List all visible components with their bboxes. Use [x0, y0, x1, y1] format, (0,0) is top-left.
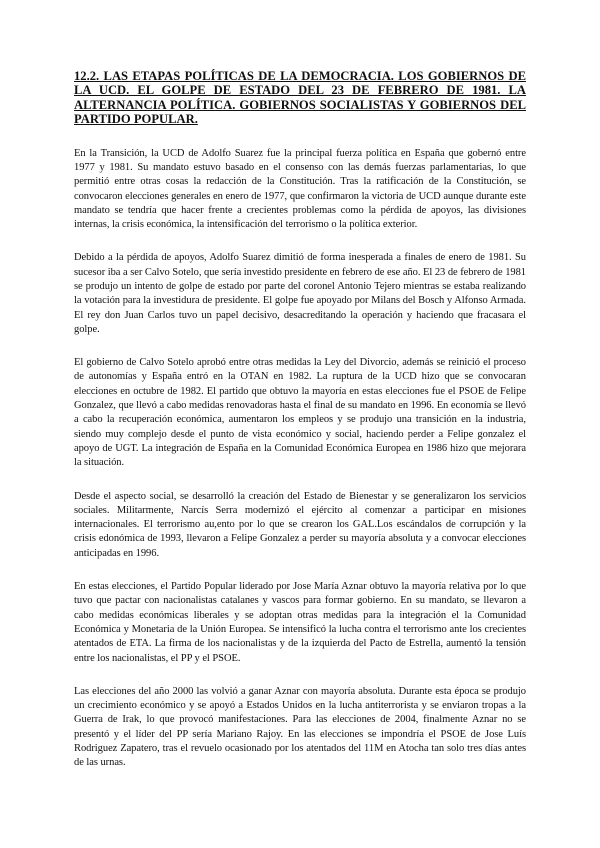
paragraph-estado-bienestar: Desde el aspecto social, se desarrolló la creación del Estado de Bienestar y se generalizaron los servicios sociales. Militarmente, Narcís Serra modernizó el ejército al comenzar a participar en misiones internacionales. El terrorismo au,ento por lo que se crearon los GAL.Los escándalos de corrupción y la crisis edonómica de 1993, llevaron a Felipe Gonzalez a perder su mayoría absoluta y a convocar elecciones anticipadas en 1996.: [74, 490, 526, 559]
document-title: 12.2. LAS ETAPAS POLÍTICAS DE LA DEMOCRACIA. LOS GOBIERNOS DE LA UCD. EL GOLPE DE ESTADO DEL 23 DE FEBRERO DE 1981. LA ALTERNANCIA POLÍTICA. GOBIERNOS SOCIALISTAS Y GOBIERNOS DEL PARTIDO POPULAR.: [74, 69, 526, 127]
paragraph-ucd-transicion: En la Transición, la UCD de Adolfo Suarez fue la principal fuerza política en España que gobernó entre 1977 y 1981. Su mandato estuvo basado en el consenso con las demás fuerzas parlamentarias, lo que permitió entre otras cosas la redacción de la Constitución. Tras la ratificación de la Constitución, se convocaron elecciones generales en enero de 1977, que confirmaron la victoria de UCD aunque durante este mandato se tendría que hacer frente a crecientes problemas como la pérdida de apoyos, las divisiones internas, la crisis económica, la intensificación del terrorismo o la política exterior.: [74, 147, 526, 231]
paragraph-elecciones-2000: Las elecciones del año 2000 las volvió a ganar Aznar con mayoría absoluta. Durante esta época se produjo un crecimiento económico y se apoyó a Estados Unidos en la lucha antiterrorista y se enviaron tropas a la Guerra de Irak, lo que provocó manifestaciones. Para las elecciones de 2004, finalmente Aznar no se presentó y el líder del PP sería Mariano Rajoy. En las elecciones se impondría el PSOE de Jose Luís Rodriguez Zapatero, tras el revuelo ocasionado por los atentados del 11M en Atocha tan solo tres días antes de las urnas.: [74, 685, 526, 769]
paragraph-partido-popular: En estas elecciones, el Partido Popular liderado por Jose María Aznar obtuvo la mayoría relativa por lo que tuvo que pactar con nacionalistas catalanes y vascos para formar gobierno. En su mandato, se llevaron a cabo medidas económicas liberales y se adoptan otras medidas para la integración el la Comunidad Económica y Monetaria de la Unión Europea. Se intensificó la lucha contra el terrorismo ante los crecientes atentados de ETA. La firma de los nacionalistas y de la izquierda del Pacto de Estrella, aumentó la tensión entre los nacionalistas, el PP y el PSOE.: [74, 581, 526, 664]
paragraph-calvo-sotelo-psoe: El gobierno de Calvo Sotelo aprobó entre otras medidas la Ley del Divorcio, además se reinició el proceso de autonomías y España entró en la OTAN en 1982. La ruptura de la UCD hizo que se convocaran elecciones en octubre de 1982. El partido que obtuvo la mayoría en estas elecciones fue el PSOE de Felipe Gonzalez, que llevó a cabo medidas renovadoras hasta el final de su mandato en 1996. En economía se llevó a cabo la recuperación económica, aumentaron los empleos y se produjo una transición en la industria, siendo muy complejo desde el punto de vista económico y social, haciendo perder a Felipe gonzalez el apoyo de UGT. La integración de España en la Comunidad Económica Europea en 1986 hizo que mejorara la situación.: [74, 357, 526, 469]
paragraph-golpe-de-estado: Debido a la pérdida de apoyos, Adolfo Suarez dimitió de forma inesperada a finales de enero de 1981. Su sucesor iba a ser Calvo Sotelo, que sería investido presidente en febrero de ese año. El 23 de febrero de 1981 se produjo un intento de golpe de estado por parte del coronel Antonio Tejero mientras se estaba realizando la votación para la investidura de presidente. El golpe fue apoyado por Milans del Bosch y Alfonso Armada. El rey don Juan Carlos tuvo un papel decisivo, desacreditando la operación y haciendo que fracasara el golpe.: [74, 252, 526, 335]
document-page: [74, 69, 526, 790]
